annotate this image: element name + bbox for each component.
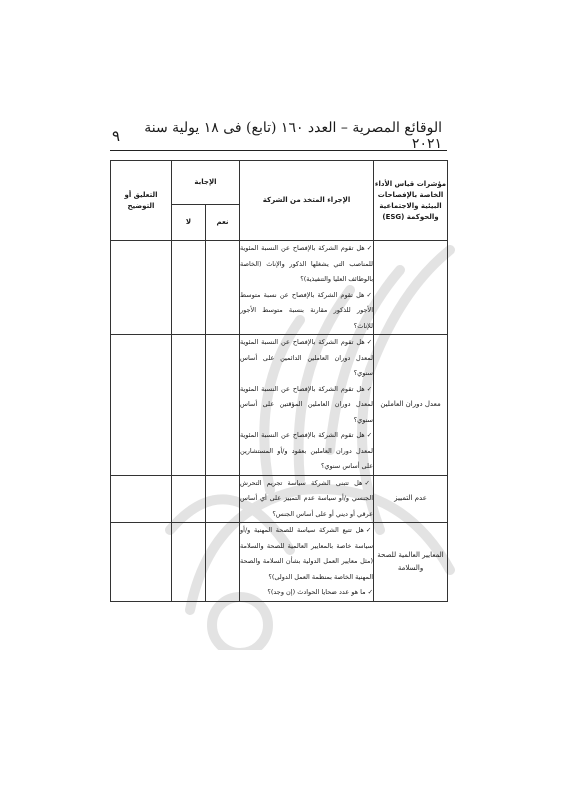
comment-header: التعليق أو التوضيح (111, 161, 172, 241)
procedure-cell (240, 335, 374, 476)
no-cell[interactable] (172, 335, 206, 476)
question-item: ✓هل تقوم الشركة بالإفصاح عن النسبة المئوية للمناصب التي يشغلها الذكور والإناث (الخاصة بالوظائف العليا والتنفيذية)؟ (240, 244, 374, 283)
question-item: ✓هل تقوم الشركة بالإفصاح عن النسبة المئوية لمعدل دوران العاملين بعقود و/أو المستشارين على أساس سنوي؟ (240, 431, 374, 470)
yes-cell[interactable] (206, 475, 240, 523)
yes-cell[interactable] (206, 241, 240, 335)
no-cell[interactable] (172, 241, 206, 335)
check-icon: ✓ (365, 526, 374, 534)
procedure-cell (240, 241, 374, 335)
comment-cell[interactable] (111, 475, 172, 523)
check-icon: ✓ (364, 478, 374, 487)
no-cell[interactable] (172, 475, 206, 523)
no-cell[interactable] (172, 523, 206, 602)
check-icon: ✓ (367, 588, 374, 596)
check-icon: ✓ (366, 338, 374, 346)
procedure-header: الإجراء المتخذ من الشركة (240, 161, 374, 241)
indicator-cell: معدل دوران العاملين (374, 335, 448, 476)
question-item: ✓هل تتبنى الشركة سياسة تجريم التحرش الجنسي و/أو سياسة عدم التمييز على أي أساس عرقي أو ديني أو على أساس الجنس؟ (240, 478, 374, 518)
question-item: ✓هل تقوم الشركة بالإفصاح عن النسبة المئوية لمعدل دوران العاملين الدائمين على أساس سنوي؟ (240, 338, 374, 377)
indicator-cell: عدم التمييز (374, 475, 448, 523)
indicator-header: مؤشرات قياس الأداء الخاصة بالإفصاحات البيئية والاجتماعية والحوكمة (ESG) (374, 161, 448, 241)
esg-table (110, 160, 448, 602)
answer-header: الإجابة (172, 161, 240, 205)
indicator-cell: المعايير العالمية للصحة والسلامة (374, 523, 448, 602)
table-row (111, 241, 448, 335)
comment-cell[interactable] (111, 335, 172, 476)
check-icon: ✓ (366, 244, 374, 252)
check-icon: ✓ (366, 384, 374, 393)
table-row (111, 335, 448, 476)
question-item: ✓هل تقوم الشركة بالإفصاح عن نسبة متوسط الأجور للذكور مقارنة بنسبة متوسط الأجور للإناث؟ (240, 290, 374, 330)
yes-cell[interactable] (206, 335, 240, 476)
page-header (112, 120, 442, 152)
header-rule (110, 150, 447, 151)
procedure-cell (240, 475, 374, 523)
question-item: ✓ما هو عدد ضحايا الحوادث (إن وجد)؟ (267, 588, 374, 596)
comment-cell[interactable] (111, 241, 172, 335)
procedure-cell (240, 523, 374, 602)
yes-header: نعم (206, 205, 240, 241)
check-icon: ✓ (366, 290, 374, 299)
indicator-cell (374, 241, 448, 335)
question-item: ✓هل تتبع الشركة سياسة للصحة المهنية و/أو سياسة خاصة بالمعايير العالمية للصحة والسلامة (مثل معايير العمل الدولية بشأن السلامة والصحة المهنية الخاصة بمنظمة العمل الدولى)؟ (240, 526, 374, 581)
question-item: ✓هل تقوم الشركة بالإفصاح عن النسبة المئوية لمعدل دوران العاملين المؤقتين على أساس سنوي؟ (240, 384, 374, 424)
page-number: ٩ (112, 127, 121, 145)
table-row (111, 475, 448, 523)
table-row (111, 523, 448, 602)
no-header: لا (172, 205, 206, 241)
header-title: الوقائع المصرية – العدد ١٦٠ (تابع) فى ١٨ يولية سنة ٢٠٢١ (144, 120, 442, 152)
header-row (111, 161, 448, 205)
comment-cell[interactable] (111, 523, 172, 602)
yes-cell[interactable] (206, 523, 240, 602)
check-icon: ✓ (366, 431, 374, 439)
